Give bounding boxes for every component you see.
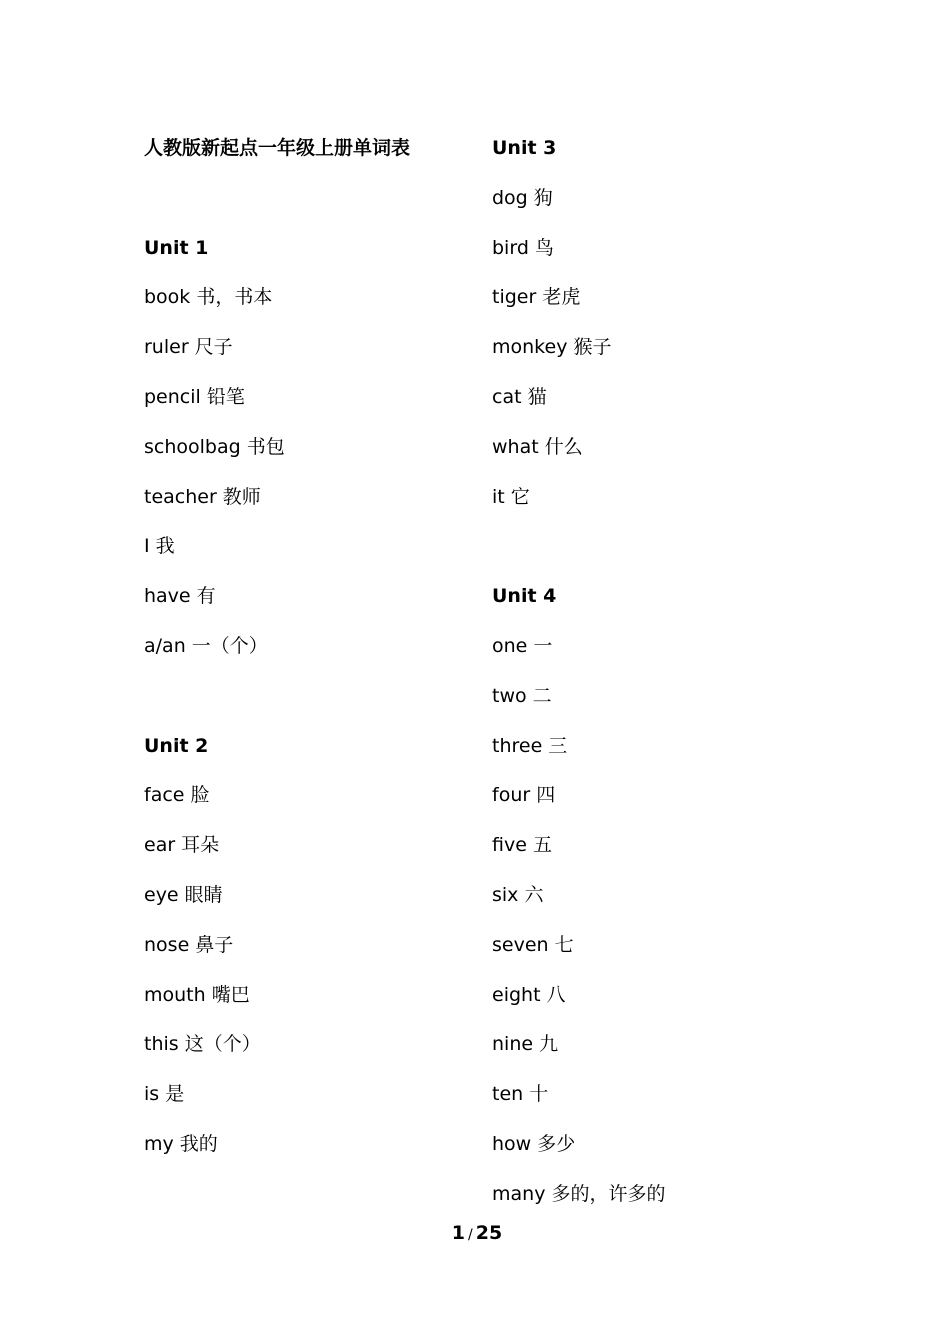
word-entry: schoolbag 书包 [144, 435, 285, 458]
unit-heading: Unit 2 [144, 734, 209, 757]
word-entry: face 脸 [144, 784, 210, 807]
word-entry: how 多少 [492, 1132, 576, 1155]
word-entry: bird 鸟 [492, 236, 554, 259]
word-entry: mouth 嘴巴 [144, 983, 250, 1006]
word-entry: many 多的，许多的 [492, 1182, 666, 1205]
word-entry: two 二 [492, 684, 552, 707]
document-title: 人教版新起点一年级上册单词表 [144, 137, 411, 159]
word-entry: this 这（个） [144, 1033, 261, 1056]
word-entry: seven 七 [492, 933, 574, 956]
unit-heading: Unit 1 [144, 236, 209, 259]
word-entry: monkey 猴子 [492, 336, 612, 359]
word-entry: it 它 [492, 485, 530, 508]
spacer [144, 181, 474, 231]
word-entry: a/an 一（个） [144, 634, 268, 657]
word-entry: three 三 [492, 734, 568, 757]
page-number [0, 1222, 950, 1244]
page-total: 25 [475, 1222, 503, 1244]
word-entry: ruler 尺子 [144, 336, 233, 359]
word-entry: nine 九 [492, 1033, 559, 1056]
word-entry: four 四 [492, 784, 556, 807]
word-entry: teacher 教师 [144, 485, 261, 508]
right-column [492, 131, 822, 1227]
word-entry: have 有 [144, 585, 216, 608]
word-entry: eye 眼睛 [144, 883, 223, 906]
spacer [144, 679, 474, 729]
word-entry: nose 鼻子 [144, 933, 234, 956]
unit-heading: Unit 4 [492, 585, 557, 608]
word-entry: dog 狗 [492, 186, 553, 209]
word-entry: I 我 [144, 535, 175, 558]
left-column [144, 131, 474, 1177]
word-entry: pencil 铅笔 [144, 385, 245, 408]
unit-section [492, 131, 822, 529]
word-entry: what 什么 [492, 435, 583, 458]
word-entry: six 六 [492, 883, 544, 906]
word-entry: book 书，书本 [144, 286, 273, 309]
unit-section [492, 579, 822, 1226]
unit-heading: Unit 3 [492, 137, 557, 159]
unit-section [144, 231, 474, 679]
word-entry: five 五 [492, 834, 552, 857]
word-entry: cat 猫 [492, 385, 547, 408]
word-entry: ten 十 [492, 1083, 549, 1106]
word-entry: tiger 老虎 [492, 286, 581, 309]
spacer [492, 529, 822, 579]
word-entry: eight 八 [492, 983, 566, 1006]
unit-section [144, 729, 474, 1177]
word-entry: one 一 [492, 634, 553, 657]
word-entry: is 是 [144, 1083, 185, 1106]
word-entry: my 我的 [144, 1132, 218, 1155]
page-current: 1 [451, 1222, 466, 1244]
word-entry: ear 耳朵 [144, 834, 220, 857]
page-separator: / [468, 1227, 473, 1243]
